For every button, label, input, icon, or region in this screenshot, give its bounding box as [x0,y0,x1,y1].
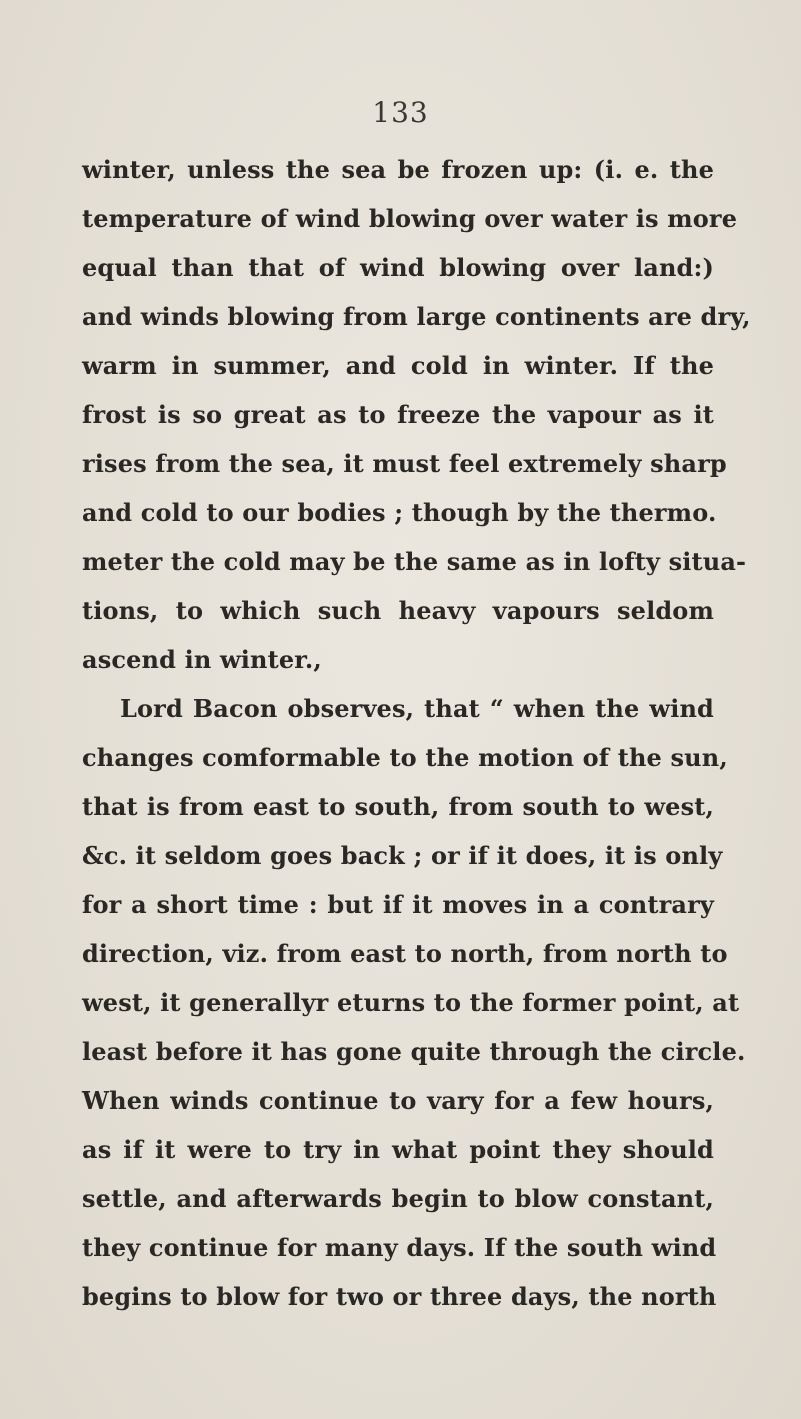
text-line: &c. it seldom goes back ; or if it does, it is only [82,841,723,870]
text-line: frost is so great as to freeze the vapour as it [82,400,714,429]
text-line: settle, and afterwards begin to blow constant, [82,1184,714,1213]
text-line: for a short time : but if it moves in a contrary [82,890,714,919]
text-line: and winds blowing from large continents are dry, [82,302,751,331]
text-line: When winds continue to vary for a few hours, [82,1086,714,1115]
text-line: west, it generallyr eturns to the former point, at [82,988,740,1017]
text-line: Lord Bacon observes, that “ when the wind [120,694,714,723]
text-line: and cold to our bodies ; though by the thermo. [82,498,717,527]
text-line: tions, to which such heavy vapours seldom [82,596,714,625]
text-line: equal than that of wind blowing over land:) [82,253,714,282]
page-number: 133 [372,96,429,129]
text-line: least before it has gone quite through the circle. [82,1037,746,1066]
text-line: changes comformable to the motion of the sun, [82,743,728,772]
text-line: they continue for many days. If the south wind [82,1233,717,1262]
text-line: meter the cold may be the same as in lofty situa- [82,547,747,576]
text-line: ascend in winter., [82,645,322,674]
text-line: temperature of wind blowing over water is more [82,204,738,233]
text-line: rises from the sea, it must feel extremely sharp [82,449,727,478]
text-line: direction, viz. from east to north, from north to [82,939,728,968]
text-line: as if it were to try in what point they should [82,1135,714,1164]
text-line: winter, unless the sea be frozen up: (i. e. the [82,155,714,184]
text-line: begins to blow for two or three days, the north [82,1282,717,1311]
text-line: that is from east to south, from south to west, [82,792,714,821]
text-line: warm in summer, and cold in winter. If the [82,351,714,380]
